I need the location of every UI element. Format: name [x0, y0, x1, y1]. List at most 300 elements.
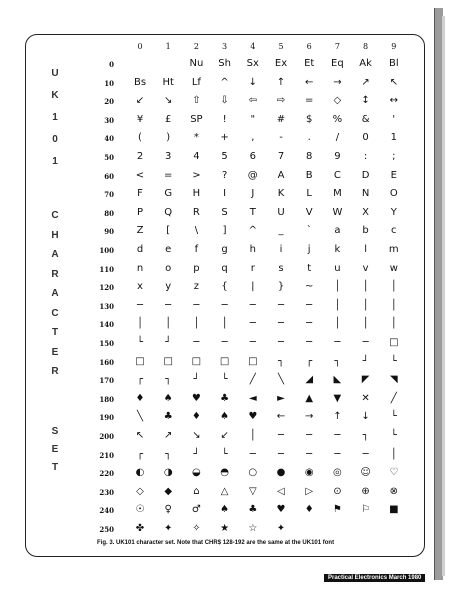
glyph-cell: l: [364, 244, 367, 255]
glyph-cell: ♦: [304, 504, 314, 516]
vertical-letter: A: [51, 288, 59, 299]
row-label: 10: [104, 78, 114, 88]
row-label: 60: [104, 171, 114, 181]
row-label: 220: [99, 469, 114, 479]
glyph-cell: ♦: [191, 411, 201, 423]
glyph-cell: }: [277, 281, 285, 293]
glyph-cell: ¥: [136, 113, 144, 125]
glyph-cell: ┐: [165, 374, 172, 386]
row-label: 150: [99, 339, 114, 348]
glyph-cell: ♠: [220, 411, 230, 423]
glyph-cell: k: [334, 244, 341, 255]
glyph-cell: ◄: [248, 392, 257, 404]
glyph-cell: ←: [276, 411, 286, 423]
glyph-cell: └: [390, 355, 397, 367]
glyph-cell: :: [363, 151, 368, 162]
glyph-cell: Sx: [246, 58, 259, 69]
glyph-cell: │: [136, 318, 144, 330]
glyph-cell: =: [304, 95, 314, 107]
column-header: 8: [363, 42, 369, 51]
glyph-cell: ♥: [248, 411, 258, 423]
glyph-cell: ◣: [333, 374, 342, 386]
glyph-cell: 6: [249, 151, 256, 162]
glyph-cell: _: [278, 225, 284, 237]
glyph-cell: ╲: [277, 374, 285, 386]
glyph-cell: ◑: [163, 467, 173, 479]
glyph-cell: ◒: [192, 467, 201, 479]
glyph-cell: ✤: [135, 523, 145, 534]
column-header: 1: [165, 42, 171, 51]
glyph-cell: |: [251, 281, 255, 293]
glyph-cell: 9: [334, 151, 341, 162]
glyph-cell: ): [166, 132, 171, 144]
glyph-cell: .: [307, 132, 311, 144]
glyph-cell: ✦: [163, 523, 173, 534]
glyph-cell: ■: [389, 504, 399, 516]
vertical-letter: K: [51, 90, 59, 101]
glyph-cell: │: [193, 318, 200, 330]
glyph-cell: ✕: [361, 392, 370, 404]
column-header: 2: [193, 42, 199, 51]
glyph-cell: Z: [136, 225, 144, 237]
glyph-cell: <: [135, 169, 145, 181]
row-label: 30: [104, 115, 114, 125]
glyph-cell: ╱: [390, 392, 397, 404]
vertical-letter: T: [51, 327, 59, 338]
glyph-cell: v: [362, 262, 369, 274]
glyph-cell: ┘: [193, 448, 200, 460]
glyph-cell: x: [137, 281, 143, 293]
glyph-cell: │: [334, 318, 341, 330]
glyph-cell: ☉: [135, 504, 145, 516]
glyph-cell: →: [333, 76, 342, 88]
glyph-cell: ♠: [220, 504, 230, 516]
glyph-cell: Bl: [388, 58, 399, 69]
glyph-cell: └: [390, 411, 397, 423]
glyph-cell: =: [163, 169, 173, 181]
glyph-cell: N: [361, 188, 370, 200]
glyph-cell: ↘: [163, 95, 173, 107]
glyph-cell: d: [136, 244, 144, 255]
glyph-cell: B: [305, 169, 313, 181]
glyph-cell: □: [219, 355, 230, 367]
glyph-cell: ↙: [135, 95, 145, 107]
glyph-cell: ┐: [362, 430, 369, 441]
glyph-cell: ◤: [361, 374, 370, 386]
glyph-cell: y: [165, 281, 172, 293]
glyph-cell: ▷: [305, 485, 314, 497]
glyph-cell: ◢: [305, 374, 314, 386]
glyph-cell: ↖: [389, 76, 398, 88]
glyph-cell: ─: [277, 430, 285, 441]
glyph-cell: n: [136, 262, 144, 274]
glyph-cell: ♥: [276, 504, 286, 516]
vertical-letter: U: [51, 68, 59, 79]
row-label: 50: [104, 153, 114, 162]
glyph-cell: ┌: [306, 355, 313, 367]
glyph-cell: ,: [251, 132, 255, 144]
glyph-cell: ╱: [249, 374, 256, 386]
glyph-cell: ♠: [163, 392, 173, 404]
glyph-cell: ': [392, 113, 396, 125]
row-label: 250: [99, 525, 114, 534]
row-label: 240: [99, 506, 114, 516]
glyph-cell: ✧: [192, 523, 201, 534]
glyph-cell: ─: [306, 448, 313, 460]
glyph-cell: ─: [277, 318, 285, 330]
glyph-cell: q: [221, 262, 228, 274]
glyph-cell: ─: [362, 448, 369, 460]
glyph-cell: ◁: [277, 485, 285, 497]
row-label: 70: [104, 190, 114, 200]
row-label: 140: [99, 320, 114, 330]
glyph-cell: │: [221, 318, 228, 330]
glyph-cell: ┐: [334, 355, 341, 367]
glyph-cell: ⇩: [220, 95, 229, 107]
glyph-cell: ─: [165, 299, 172, 311]
row-label: 190: [99, 413, 114, 423]
glyph-cell: ~: [304, 281, 314, 293]
glyph-cell: z: [193, 281, 200, 293]
page-edge: [442, 16, 445, 576]
glyph-cell: 1: [390, 132, 397, 144]
glyph-cell: £: [165, 113, 172, 125]
glyph-cell: Q: [164, 206, 173, 218]
glyph-cell: 4: [193, 151, 200, 162]
glyph-cell: ♂: [191, 504, 201, 516]
glyph-cell: \: [194, 225, 199, 237]
vertical-letter: H: [51, 229, 59, 241]
glyph-cell: ┘: [362, 355, 369, 367]
glyph-cell: ┘: [165, 337, 172, 348]
glyph-cell: T: [249, 206, 256, 218]
glyph-cell: ┘: [193, 374, 200, 386]
glyph-cell: F: [137, 188, 143, 200]
glyph-cell: G: [164, 188, 173, 200]
vertical-letter: E: [51, 346, 59, 358]
glyph-cell: ⇨: [276, 95, 286, 107]
glyph-cell: →: [304, 411, 314, 423]
glyph-cell: ⊙: [333, 485, 342, 497]
glyph-cell: j: [307, 244, 311, 255]
glyph-cell: p: [193, 262, 200, 274]
column-header: 6: [306, 42, 312, 51]
vertical-letter: 1: [52, 156, 58, 167]
glyph-cell: ↗: [163, 430, 173, 441]
glyph-cell: S: [221, 206, 228, 218]
vertical-letter: R: [51, 268, 59, 280]
glyph-cell: ─: [193, 299, 200, 311]
glyph-cell: □: [191, 355, 202, 367]
glyph-cell: □: [135, 355, 145, 367]
glyph-cell: □: [389, 337, 399, 348]
glyph-cell: 5: [221, 151, 228, 162]
glyph-cell: ⌂: [193, 485, 200, 497]
glyph-cell: [: [166, 225, 171, 237]
glyph-cell: └: [136, 337, 144, 348]
glyph-cell: ┐: [277, 355, 285, 367]
glyph-cell: ♣: [220, 392, 230, 404]
glyph-cell: ↘: [192, 430, 201, 441]
row-label: 90: [104, 227, 114, 237]
glyph-cell: `: [306, 225, 312, 237]
glyph-cell: │: [390, 281, 397, 293]
glyph-cell: ↔: [389, 95, 398, 107]
glyph-cell: ─: [334, 430, 341, 441]
row-label: 210: [99, 450, 114, 460]
glyph-cell: m: [388, 244, 399, 255]
row-label: 130: [99, 301, 114, 311]
row-label: 120: [99, 283, 114, 293]
glyph-cell: ↑: [333, 411, 342, 423]
glyph-cell: %: [332, 113, 343, 125]
glyph-cell: ⊕: [361, 485, 370, 497]
page-footer: Practical Electronics March 1980: [324, 574, 425, 582]
glyph-cell: ♦: [135, 392, 145, 404]
glyph-cell: ★: [220, 523, 230, 534]
glyph-cell: Bs: [133, 76, 147, 88]
glyph-cell: g: [221, 244, 228, 255]
glyph-cell: ─: [249, 318, 256, 330]
glyph-cell: ◓: [220, 467, 229, 479]
glyph-cell: ♣: [248, 504, 258, 516]
glyph-cell: │: [334, 299, 341, 311]
column-header: 3: [222, 42, 228, 51]
glyph-cell: ←: [304, 76, 314, 88]
glyph-cell: ^: [248, 225, 257, 237]
glyph-cell: ⚐: [361, 504, 371, 516]
glyph-cell: ↗: [361, 76, 370, 88]
glyph-cell: ◇: [333, 95, 342, 107]
glyph-cell: W: [332, 206, 343, 218]
glyph-cell: ─: [306, 337, 313, 348]
row-label: 100: [99, 246, 114, 255]
glyph-cell: ─: [193, 337, 200, 348]
glyph-cell: b: [362, 225, 369, 237]
glyph-cell: ─: [249, 337, 256, 348]
glyph-cell: u: [334, 262, 341, 274]
glyph-cell: ♡: [389, 467, 399, 479]
glyph-cell: E: [390, 169, 397, 181]
row-label: 160: [99, 357, 114, 367]
column-header: 4: [250, 42, 256, 51]
glyph-cell: ♥: [191, 392, 201, 404]
glyph-cell: C: [333, 169, 341, 181]
glyph-cell: c: [391, 225, 397, 237]
glyph-cell: ╲: [136, 411, 144, 423]
glyph-cell: ↖: [135, 430, 145, 441]
glyph-cell: H: [192, 188, 201, 200]
vertical-letter: 0: [52, 134, 58, 145]
glyph-cell: &: [361, 113, 370, 125]
glyph-cell: K: [277, 188, 285, 200]
glyph-cell: ♣: [163, 411, 173, 423]
glyph-cell: ◇: [136, 485, 144, 497]
glyph-cell: ▽: [248, 485, 257, 497]
glyph-cell: └: [221, 374, 228, 386]
glyph-cell: ─: [334, 337, 341, 348]
glyph-cell: ─: [306, 318, 313, 330]
glyph-cell: ⇦: [248, 95, 257, 107]
glyph-cell: ↕: [361, 95, 370, 107]
glyph-cell: │: [249, 430, 256, 441]
glyph-cell: 0: [362, 132, 369, 144]
row-label: 80: [104, 208, 114, 218]
column-header: 0: [137, 42, 143, 51]
glyph-cell: ◆: [164, 485, 173, 497]
glyph-cell: │: [362, 299, 369, 311]
vertical-letter: R: [51, 366, 59, 377]
glyph-cell: w: [389, 262, 398, 274]
glyph-cell: U: [277, 206, 285, 218]
glyph-cell: @: [247, 169, 258, 181]
glyph-cell: ┐: [165, 448, 172, 460]
column-header: 9: [391, 42, 397, 51]
glyph-cell: P: [136, 206, 144, 218]
glyph-cell: Ex: [274, 58, 288, 69]
glyph-cell: X: [362, 206, 370, 218]
glyph-cell: □: [163, 355, 173, 367]
row-label: 170: [99, 376, 114, 386]
glyph-cell: I: [223, 188, 227, 200]
glyph-cell: ↙: [220, 430, 229, 441]
glyph-cell: ─: [249, 299, 256, 311]
glyph-cell: △: [220, 485, 229, 497]
glyph-cell: ─: [221, 337, 228, 348]
glyph-cell: 7: [277, 151, 285, 162]
glyph-cell: >: [192, 169, 201, 181]
glyph-cell: ─: [249, 448, 256, 460]
glyph-cell: ●: [276, 467, 286, 479]
glyph-cell: $: [306, 113, 313, 125]
glyph-cell: ↓: [361, 411, 370, 423]
glyph-cell: ○: [248, 467, 258, 479]
glyph-cell: ─: [362, 337, 369, 348]
glyph-cell: f: [194, 244, 199, 255]
glyph-cell: └: [390, 430, 397, 441]
glyph-cell: Ht: [162, 76, 174, 88]
glyph-cell: ?: [221, 169, 228, 181]
glyph-cell: o: [165, 262, 172, 274]
column-header: 5: [278, 42, 284, 51]
vertical-letter: E: [51, 444, 59, 455]
glyph-cell: ]: [222, 225, 227, 237]
glyph-cell: □: [248, 355, 258, 367]
glyph-cell: A: [277, 169, 285, 181]
glyph-cell: ─: [306, 299, 313, 311]
glyph-cell: *: [193, 132, 199, 144]
glyph-cell: V: [305, 206, 313, 218]
glyph-cell: ⇧: [192, 95, 201, 107]
vertical-letter: T: [51, 462, 59, 473]
glyph-cell: ─: [136, 299, 144, 311]
glyph-cell: -: [279, 132, 283, 144]
glyph-cell: a: [334, 225, 341, 237]
glyph-cell: ◥: [389, 374, 398, 386]
glyph-cell: │: [390, 318, 397, 330]
glyph-cell: Ak: [359, 58, 372, 69]
glyph-cell: │: [362, 318, 369, 330]
glyph-cell: ☆: [248, 523, 258, 534]
glyph-cell: R: [192, 206, 200, 218]
glyph-cell: r: [250, 262, 255, 274]
glyph-cell: ;: [392, 151, 396, 162]
glyph-cell: └: [221, 448, 228, 460]
glyph-cell: #: [276, 113, 286, 125]
glyph-cell: ─: [277, 299, 285, 311]
glyph-cell: 8: [306, 151, 313, 162]
glyph-cell: ►: [277, 392, 285, 404]
vertical-letter: C: [51, 210, 59, 221]
row-label: 180: [99, 394, 114, 404]
glyph-cell: ◎: [333, 467, 342, 479]
glyph-cell: ┌: [136, 374, 144, 386]
glyph-cell: ▼: [333, 392, 342, 404]
vertical-letter: A: [51, 249, 59, 260]
glyph-cell: ◉: [304, 467, 314, 479]
glyph-cell: │: [390, 448, 397, 460]
row-label: 20: [104, 97, 114, 107]
glyph-cell: ⚑: [332, 504, 342, 516]
glyph-cell: ▲: [305, 392, 314, 404]
glyph-cell: ◐: [135, 467, 145, 479]
glyph-cell: L: [306, 188, 312, 200]
row-label: 0: [109, 60, 114, 69]
glyph-cell: ": [250, 113, 256, 125]
glyph-cell: ─: [221, 299, 228, 311]
glyph-cell: e: [165, 244, 172, 255]
row-label: 110: [99, 264, 114, 274]
glyph-cell: Sh: [218, 58, 231, 69]
glyph-cell: ↓: [248, 76, 257, 88]
row-label: 40: [104, 134, 114, 144]
glyph-cell: ─: [334, 448, 341, 460]
glyph-cell: D: [361, 169, 370, 181]
glyph-cell: Eq: [331, 58, 344, 69]
vertical-letter: S: [51, 426, 59, 437]
glyph-cell: ↑: [276, 76, 286, 88]
glyph-cell: s: [278, 262, 284, 274]
glyph-cell: 2: [136, 151, 144, 162]
glyph-cell: │: [334, 281, 341, 293]
glyph-cell: SP: [190, 113, 203, 125]
glyph-cell: !: [222, 113, 227, 125]
glyph-cell: O: [389, 188, 398, 200]
glyph-cell: Et: [304, 58, 315, 69]
vertical-letter: 1: [52, 112, 58, 123]
glyph-cell: Nu: [189, 58, 204, 69]
glyph-cell: 3: [165, 151, 172, 162]
row-label: 230: [99, 487, 114, 497]
glyph-cell: ┌: [136, 448, 144, 460]
figure-caption: Fig. 3. UK101 character set. Note that CHR$ 128-192 are the same at the UK101 font: [97, 540, 335, 546]
glyph-cell: ⊗: [389, 485, 398, 497]
glyph-cell: /: [335, 132, 340, 144]
glyph-cell: ♀: [164, 504, 172, 516]
glyph-cell: ✦: [276, 523, 286, 534]
glyph-cell: │: [362, 281, 369, 293]
column-header: 7: [334, 42, 340, 51]
glyph-cell: ☺: [360, 467, 371, 479]
glyph-cell: ─: [306, 430, 313, 441]
glyph-cell: +: [220, 132, 229, 144]
glyph-cell: ─: [277, 337, 285, 348]
row-label: 200: [99, 432, 114, 441]
glyph-cell: ─: [277, 448, 285, 460]
glyph-cell: Lf: [191, 76, 201, 88]
glyph-cell: │: [165, 318, 172, 330]
glyph-cell: (: [138, 132, 142, 144]
